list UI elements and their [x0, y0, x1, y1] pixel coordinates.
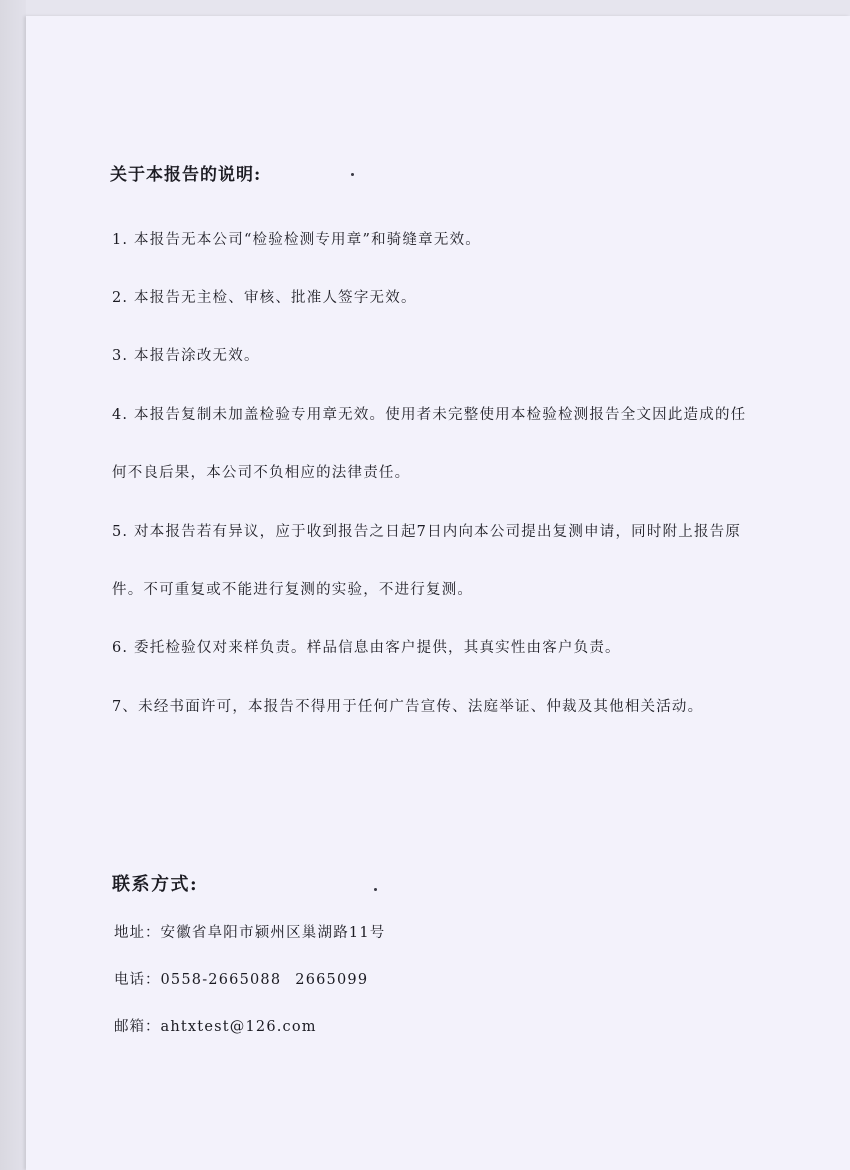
- contact-email: [114, 1016, 385, 1038]
- address-value: 安徽省阜阳市颍州区巢湖路11号: [160, 925, 386, 941]
- phone-value-1: 0558-2665088: [160, 972, 282, 988]
- note-item: 4. 本报告复制未加盖检验专用章无效。使用者未完整使用本检验检测报告全文因此造成的任何不良后果，本公司不负相应的法律责任。: [112, 407, 747, 481]
- paper-speck: [374, 888, 377, 891]
- paper-speck: [351, 173, 354, 176]
- contact-address: [114, 922, 385, 944]
- note-item: 3. 本报告涂改无效。: [112, 348, 260, 364]
- note-item: 7、未经书面许可，本报告不得用于任何广告宣传、法庭举证、仲裁及其他相关活动。: [112, 699, 704, 715]
- note-item: 1. 本报告无本公司“检验检测专用章”和骑缝章无效。: [112, 232, 481, 248]
- phone-label: 电话：: [114, 972, 161, 988]
- note-item: 5. 对本报告若有异议，应于收到报告之日起7日内向本公司提出复测申请，同时附上报告原件。不可重复或不能进行复测的实验，不进行复测。: [112, 524, 742, 598]
- note-item: 6. 委托检验仅对来样负责。样品信息由客户提供，其真实性由客户负责。: [112, 640, 621, 656]
- email-label: 邮箱：: [114, 1019, 161, 1035]
- contact-list: [114, 922, 385, 1063]
- page-edge: [0, 0, 26, 1170]
- notes-title: 关于本报告的说明:: [110, 165, 262, 185]
- contact-phone: [114, 969, 385, 991]
- note-item: 2. 本报告无主检、审核、批准人签字无效。: [112, 290, 417, 306]
- notes-list: [112, 226, 752, 751]
- email-value: ahtxtest@126.com: [160, 1019, 317, 1035]
- contact-title: 联系方式:: [112, 874, 199, 895]
- phone-value-2: 2665099: [295, 972, 369, 988]
- address-label: 地址：: [114, 925, 161, 941]
